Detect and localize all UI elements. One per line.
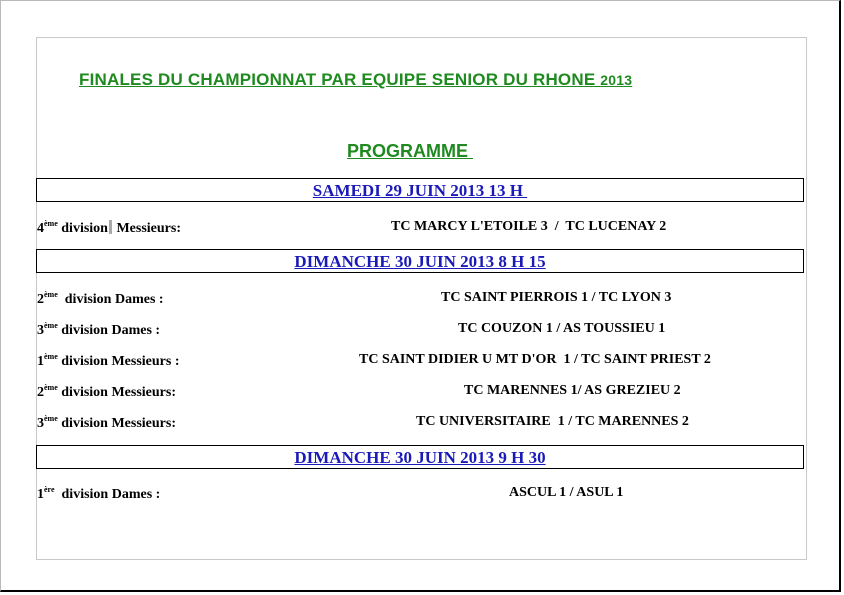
- division-label: 2ème division Messieurs:: [37, 383, 176, 400]
- session-heading-sunday-late: DIMANCHE 30 JUIN 2013 9 H 30: [36, 445, 804, 469]
- division-label: 3ème division Dames :: [37, 321, 161, 338]
- text-cursor: [109, 220, 112, 234]
- match-pairing: ASCUL 1 / ASUL 1: [509, 485, 624, 500]
- match-pairing: TC UNIVERSITAIRE 1 / TC MARENNES 2: [416, 414, 689, 429]
- division-label: 2ème division Dames :: [37, 290, 164, 307]
- session-heading-sunday-morning: DIMANCHE 30 JUIN 2013 8 H 15: [36, 249, 804, 273]
- programme-heading: PROGRAMME: [347, 141, 473, 161]
- match-pairing: TC MARENNES 1/ AS GREZIEU 2: [464, 383, 681, 398]
- match-pairing: TC SAINT PIERROIS 1 / TC LYON 3: [441, 290, 672, 305]
- match-pairing: TC SAINT DIDIER U MT D'OR 1 / TC SAINT PRIEST 2: [359, 352, 711, 367]
- division-label: 3ème division Messieurs:: [37, 414, 176, 431]
- match-pairing: TC MARCY L'ETOILE 3 / TC LUCENAY 2: [391, 219, 667, 234]
- match-pairing: TC COUZON 1 / AS TOUSSIEU 1: [458, 321, 666, 336]
- division-label: 1ère division Dames :: [37, 485, 161, 502]
- session-heading-saturday: SAMEDI 29 JUIN 2013 13 H: [36, 178, 804, 202]
- division-label: 4ème division Messieurs:: [37, 219, 182, 236]
- document-title: FINALES DU CHAMPIONNAT PAR EQUIPE SENIOR DU RHONE 2013: [79, 70, 633, 89]
- division-label: 1ème division Messieurs :: [37, 352, 180, 369]
